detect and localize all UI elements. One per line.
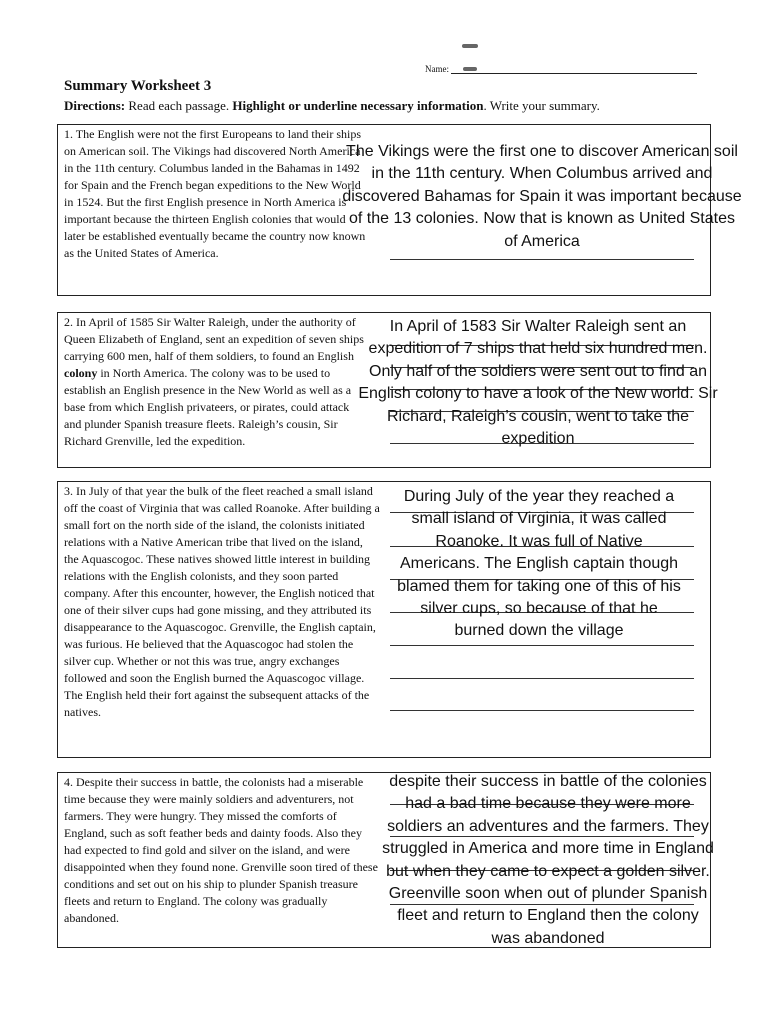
summary-answer-2[interactable]: In April of 1583 Sir Walter Raleigh sent an expedition of 7 ships that held six hundred men. Only half of the soldiers were sent out to find an English colony to have a look of the New world. Sir Richard, Raleigh’s cousin, went to take the expedition xyxy=(358,318,718,448)
passage-box-4 xyxy=(57,772,714,948)
directions xyxy=(64,98,600,114)
passage-text-2: 2. In April of 1585 Sir Walter Raleigh, under the authority of Queen Elizabeth of England, sent an expedition of seven ships carrying 600 men, half of them soldiers, to found an English colony in North America. The colony was to be used to establish an English presence in the New World as well as a base from which English privateers, or pirates, could attack and plunder Spanish treasure fleets. Raleigh’s cousin, Sir Richard Grenville, led the expedition. xyxy=(64,315,364,448)
directions-text-1: Read each passage. xyxy=(125,98,233,113)
pen-scribble-mark xyxy=(462,44,478,48)
name-scribble-mark xyxy=(463,67,477,71)
answer-line xyxy=(390,710,694,711)
answer-line xyxy=(390,259,694,260)
summary-answer-3[interactable]: During July of the year they reached a small island of Virginia, it was called Roanoke. It was full of Native Americans. The English captain though blamed them for taking one of this of his silver cups, so because of that he burned down the village xyxy=(397,488,681,640)
passage-box-2 xyxy=(57,312,718,468)
passage-text-3: 3. In July of that year the bulk of the fleet reached a small island off the coast of Virginia that was called Roanoke. After building a small fort on the north side of the island, the colonists initiated relations with a Native American tribe that lived on the island, the Aquascogoc. These natives showed little interest in building relations with the English colonists, and they soon parted company. After this encounter, however, the English noticed that one of their silver cups had gone missing, and they attributed its disappearance to the Aquascogoc. Grenville, the English captain, was furious. He believed that the Aquascogoc had stolen the silver cup. Whether or not this was true, angry exchanges followed and soon the English burned the Aquascogoc village. The English held their fort against the subsequent attacks of the natives. xyxy=(64,484,380,719)
passage-text-1: 1. The English were not the first Europeans to land their ships on American soil. The Vikings had discovered North America in the 11th century. Columbus landed in the Bahamas in 1492 for Spain and the French began expeditions to the New World in 1524. But the first English presence in North America is important because the thirteen English colonies that would later be established eventually became the country now known as the United States of America. xyxy=(64,127,366,260)
passage-box-1 xyxy=(57,124,742,296)
summary-answer-4[interactable]: despite their success in battle of the colonies had a bad time because they were more soldiers an adventures and the farmers. They struggled in America and more time in England but when they came to expect a golden silver. Greenville soon when out of plunder Spanish fleet and return to England then the colony was abandoned xyxy=(382,773,714,947)
worksheet-title: Summary Worksheet 3 xyxy=(64,78,212,94)
name-field[interactable] xyxy=(425,64,697,74)
name-input-line[interactable] xyxy=(451,64,697,74)
name-label: Name: xyxy=(425,64,449,74)
passage-text-4: 4. Despite their success in battle, the colonists had a miserable time because they were mainly soldiers and adventurers, not farmers. They were hungry. They missed the comforts of England, such as soft feather beds and dainty foods. Also they had expected to find gold and silver on the island, and were disappointed when they found none. Grenville soon tired of these conditions and set out on his ship to plunder Spanish treasure fleets and return to England. The colony was gradually abandoned. xyxy=(64,775,378,925)
directions-highlight: Highlight or underline necessary information xyxy=(232,98,484,113)
answer-line xyxy=(390,678,694,679)
directions-label: Directions: xyxy=(64,98,126,113)
answer-line xyxy=(390,645,694,646)
passage-box-3 xyxy=(57,481,711,758)
summary-answer-1[interactable]: The Vikings were the first one to discover American soil in the 11th century. When Columbus arrived and discovered Bahamas for Spain it was important because of the 13 colonies. Now that is known as United States of America xyxy=(342,143,742,250)
directions-text-2: . Write your summary. xyxy=(483,98,600,113)
